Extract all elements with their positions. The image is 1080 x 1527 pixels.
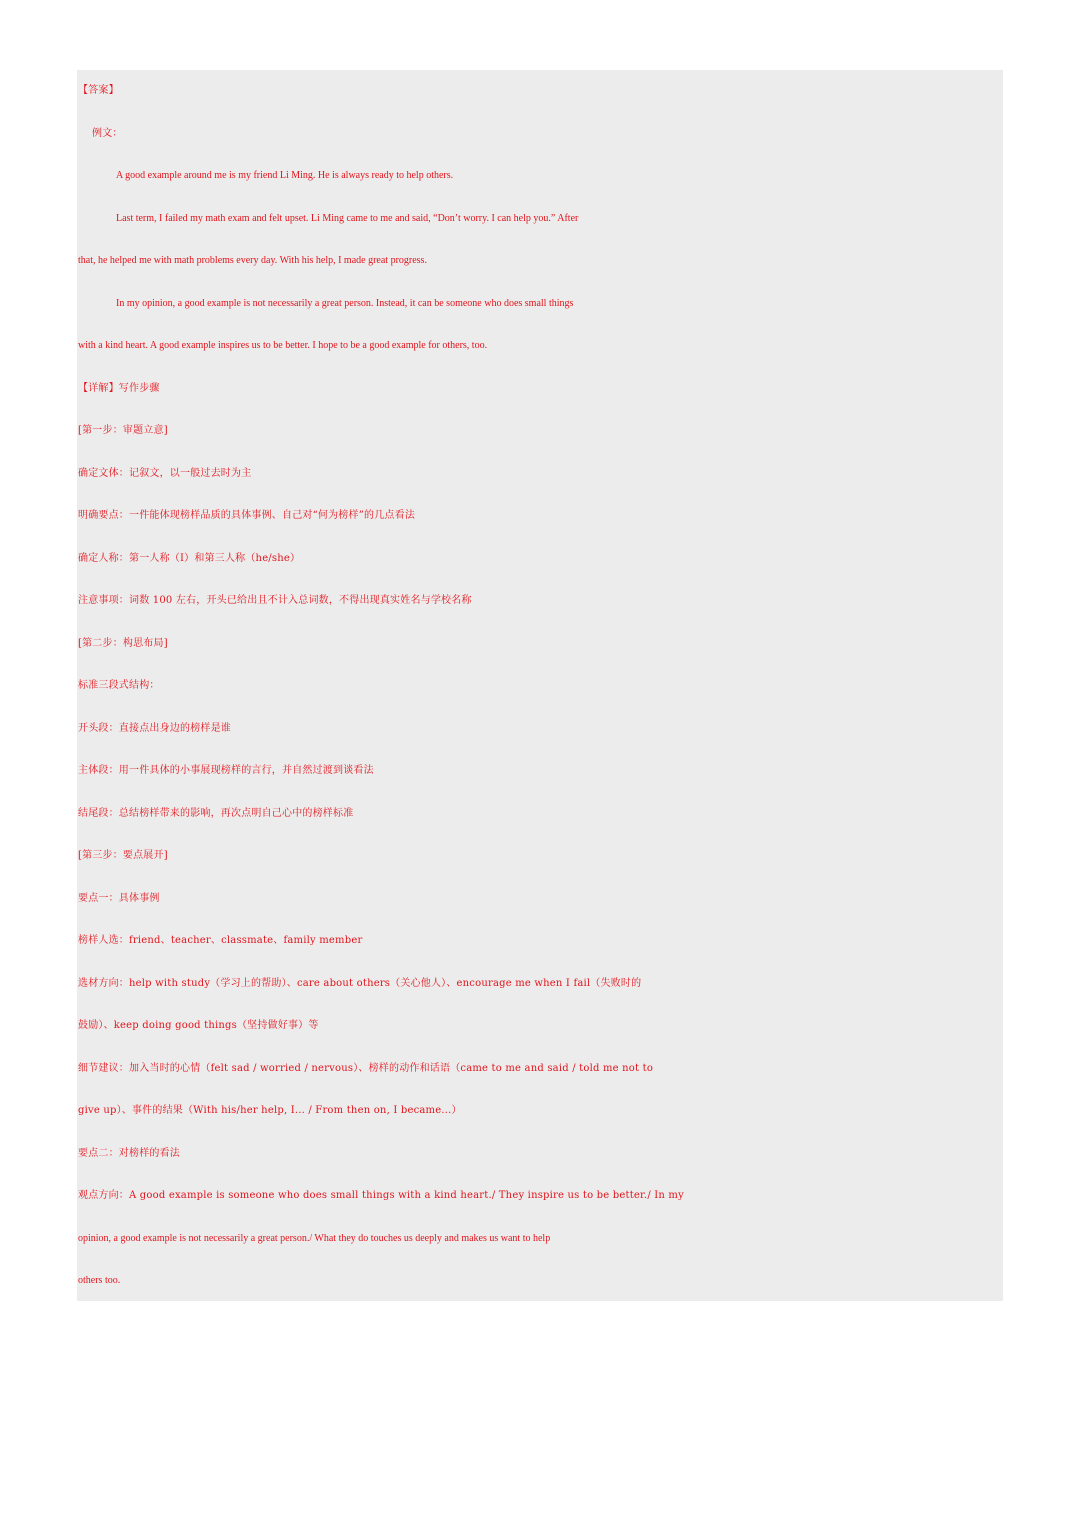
essay-paragraph-2-line-1: Last term, I failed my math exam and felt upset. Li Ming came to me and said, “Don’t worry. I can help you.” After <box>116 212 579 224</box>
point-2-views-line-1: 观点方向：A good example is someone who does small things with a kind heart./ They inspire us to be better./ In my <box>78 1190 684 1201</box>
step-1-heading: [第一步：审题立意] <box>78 425 168 436</box>
answer-text-block <box>78 70 1008 1303</box>
point-1-material-line-1: 选材方向：help with study（学习上的帮助）、care about others（关心他人）、encourage me when I fail（失败时的 <box>78 977 642 989</box>
step-1-notes: 注意事项：词数 100 左右，开头已给出且不计入总词数，不得出现真实姓名与学校名称 <box>78 595 472 606</box>
sample-essay-label: 例文： <box>92 127 123 139</box>
answer-heading: 【答案】 <box>78 85 119 96</box>
step-2-body: 主体段：用一件具体的小事展现榜样的言行，并自然过渡到谈看法 <box>78 765 374 776</box>
point-1-candidates: 榜样人选：friend、teacher、classmate、family member <box>78 935 363 946</box>
step-3-heading: [第三步：要点展开] <box>78 850 168 861</box>
point-1-details-line-1: 细节建议：加入当时的心情（felt sad / worried / nervous）、榜样的动作和话语（came to me and said / told me not to <box>78 1062 654 1074</box>
point-1-details-line-2: give up）、事件的结果（With his/her help, I... / From then on, I became...） <box>78 1105 462 1116</box>
point-1-heading: 要点一：具体事例 <box>78 892 160 904</box>
essay-paragraph-1: A good example around me is my friend Li Ming. He is always ready to help others. <box>116 170 454 181</box>
step-2-opening: 开头段：直接点出身边的榜样是谁 <box>78 722 231 734</box>
essay-paragraph-3-line-1: In my opinion, a good example is not necessarily a great person. Instead, it can be someone who does small things <box>116 297 574 309</box>
step-2-heading: [第二步：构思布局] <box>78 637 168 649</box>
step-2-ending: 结尾段：总结榜样带来的影响，再次点明自己心中的榜样标准 <box>78 807 354 819</box>
point-1-material-line-2: 鼓励）、keep doing good things（坚持做好事）等 <box>78 1020 319 1031</box>
point-2-heading: 要点二：对榜样的看法 <box>78 1147 180 1159</box>
point-2-views-line-2: opinion, a good example is not necessarily a great person./ What they do touches us deeply and makes us want to help <box>78 1232 551 1244</box>
essay-paragraph-2-line-2: that, he helped me with math problems every day. With his help, I made great progress. <box>78 255 427 266</box>
step-1-person: 确定人称：第一人称（I）和第三人称（he/she） <box>78 552 301 564</box>
point-2-views-line-3: others too. <box>78 1275 121 1286</box>
explanation-heading: 【详解】写作步骤 <box>78 382 160 394</box>
essay-paragraph-3-line-2: with a kind heart. A good example inspires us to be better. I hope to be a good example for others, too. <box>78 340 488 351</box>
step-1-genre: 确定文体：记叙文，以一般过去时为主 <box>78 467 252 479</box>
step-2-structure: 标准三段式结构： <box>78 680 160 691</box>
step-1-key-points: 明确要点：一件能体现榜样品质的具体事例、自己对“何为榜样”的几点看法 <box>78 510 416 521</box>
